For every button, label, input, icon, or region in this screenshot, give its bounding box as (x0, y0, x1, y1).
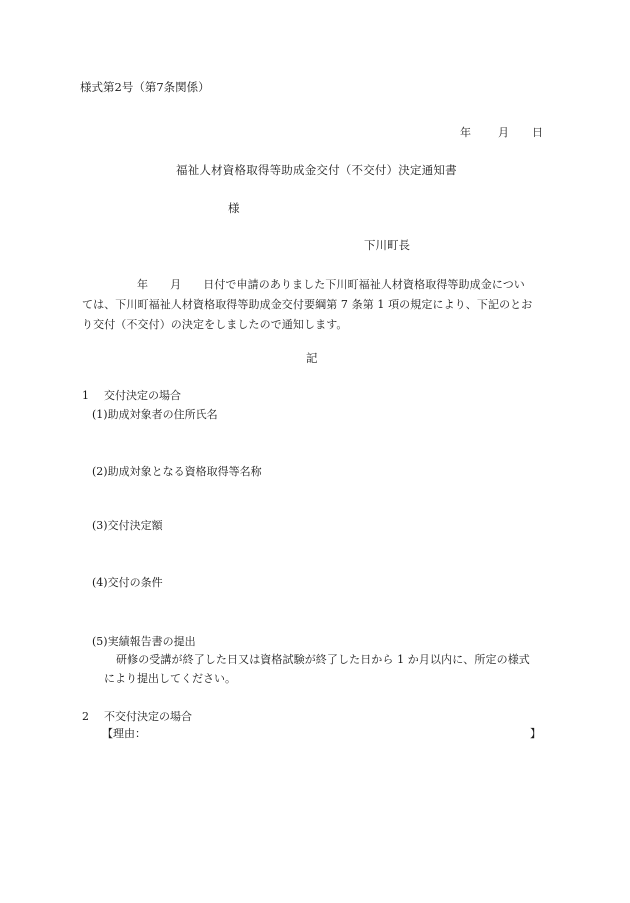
report-note-line-2: により提出してください。 (104, 672, 236, 685)
report-note-line-1: 研修の受講が終了した日又は資格試験が終了した日から 1 か月以内に、所定の様式 (116, 653, 530, 666)
ki-heading: 記 (306, 351, 318, 365)
body-line-2: ては、下川町福祉人材資格取得等助成金交付要綱第 7 条第 1 項の規定により、下記のとお (82, 298, 533, 311)
section-1-item: (3)交付決定額 (92, 519, 163, 532)
section-1-number: 1 (82, 389, 89, 402)
section-2-title: 不交付決定の場合 (104, 710, 192, 723)
date-year-label: 年 (460, 126, 471, 139)
section-2-number: 2 (82, 710, 89, 723)
body-line-1 (82, 275, 550, 295)
form-number: 様式第2号（第7条関係） (80, 80, 210, 94)
section-1-item: (1)助成対象者の住所氏名 (92, 408, 218, 421)
reason-close-bracket: 】 (530, 727, 541, 740)
document-title: 福祉人材資格取得等助成金交付（不交付）決定通知書 (176, 163, 457, 177)
section-2-heading (82, 711, 192, 722)
addressee-suffix: 様 (228, 201, 240, 215)
date-day-label: 日 (532, 126, 543, 139)
date-month-label: 月 (498, 126, 509, 139)
reason-open-bracket: 【理由： (102, 727, 146, 740)
body-month-label: 月 (170, 278, 182, 291)
body-line-3: り交付（不交付）の決定をしましたので通知します。 (82, 318, 348, 331)
section-1-item: (4)交付の条件 (92, 576, 163, 589)
body-paragraph (82, 275, 550, 335)
section-1-item: (5)実績報告書の提出 (92, 635, 196, 648)
section-1-title: 交付決定の場合 (104, 389, 181, 402)
body-line-1-text: 日付で申請のありました下川町福祉人材資格取得等助成金につい (203, 278, 525, 291)
issuer: 下川町長 (364, 238, 410, 252)
body-year-label: 年 (137, 278, 149, 291)
section-1-heading (82, 390, 181, 401)
section-1-item: (2)助成対象となる資格取得等名称 (92, 465, 262, 478)
